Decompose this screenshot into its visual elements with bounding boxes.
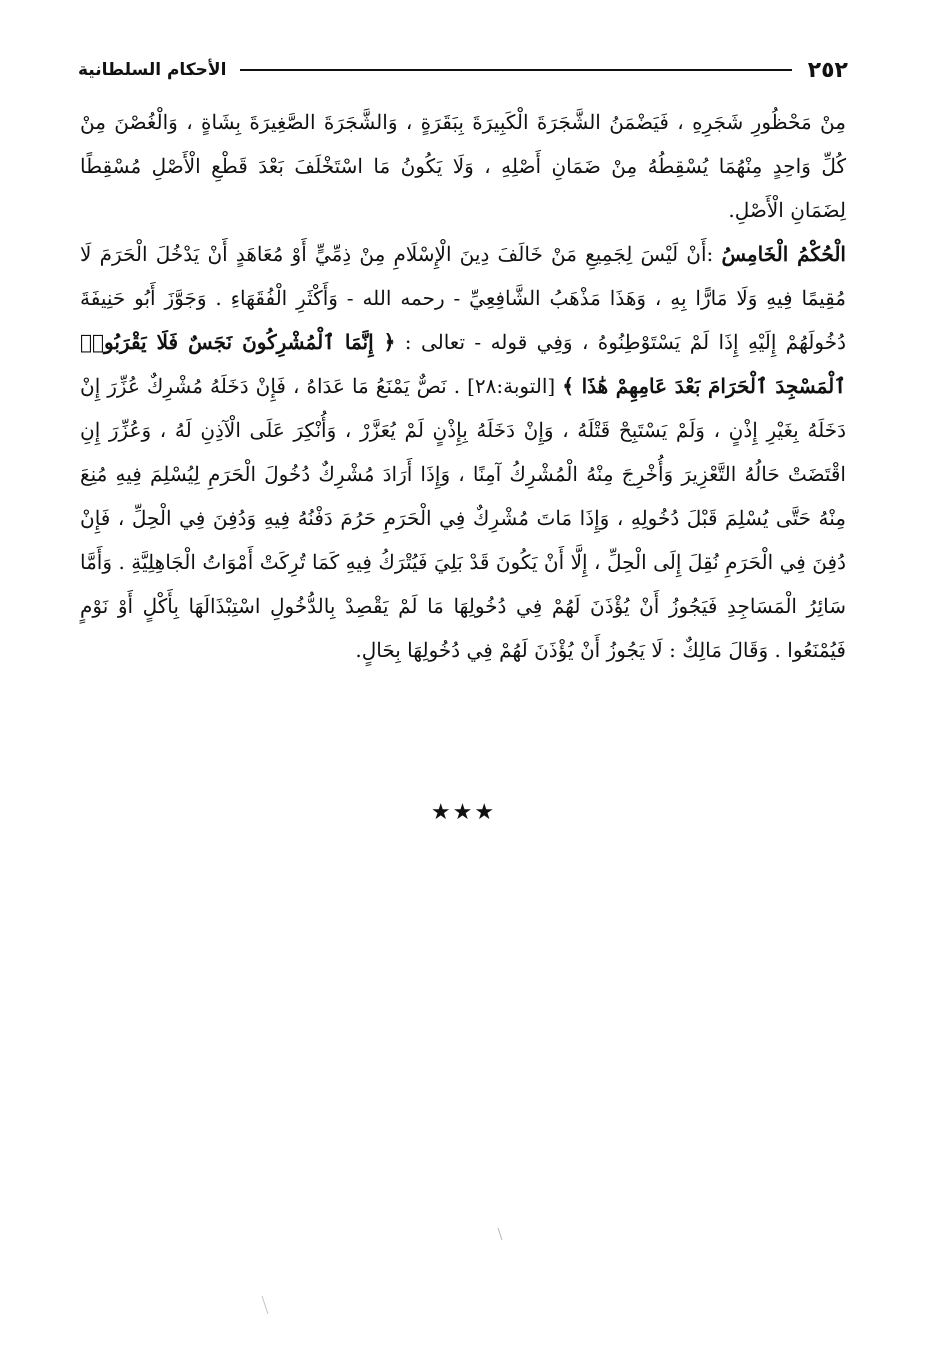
quran-verse: ﴿ إِنَّمَا ٱلْمُشْرِكُونَ نَجَسٌ فَلَا يَقْرَبُوا۟ ٱلْمَسْجِدَ ٱلْحَرَامَ بَعْدَ عَامِهِمْ هَٰذَا ﴾ — [80, 330, 846, 398]
section-separator: ★★★ — [430, 800, 497, 825]
page-number: ٢٥٢ — [807, 57, 848, 83]
section-heading: الْحُكْمُ الْخَامِسُ — [721, 242, 846, 266]
page-header — [78, 52, 848, 88]
paragraph-1: مِنْ مَحْظُورِ شَجَرِهِ ، فَيَضْمَنُ الشَّجَرَةَ الْكَبِيرَةَ بِبَقَرَةٍ ، وَالشَّجَرَةَ الصَّغِيرَةَ بِشَاةٍ ، وَالْغُصْنَ مِنْ كُلِّ وَاحِدٍ مِنْهُمَا يُسْقِطُهُ مِنْ ضَمَانِ أَصْلِهِ ، وَلَا يَكُونُ مَا اسْتَخْلَفَ بَعْدَ قَطْعِ الْأَصْلِ مُسْقِطًا لِضَمَانِ الْأَصْلِ. — [80, 110, 846, 222]
header-rule — [240, 69, 791, 71]
scan-mark — [498, 1228, 502, 1240]
body-text — [80, 100, 846, 672]
paragraph-2 — [80, 232, 846, 672]
scan-mark — [262, 1296, 268, 1314]
paragraph-2-intro: :أَنْ لَيْسَ لِجَمِيعِ مَنْ خَالَفَ دِينَ الْإِسْلَامِ مِنْ ذِمِّيٍّ أَوْ مُعَاهَدٍ أَنْ يَدْخُلَ الْحَرَمَ لَا مُقِيمًا فِيهِ وَلَا مَارًّا بِهِ ، وَهَذَا مَذْهَبُ الشَّافِعِيِّ - رحمه الله - وَأَكْثَرِ الْفُقَهَاءِ . وَجَوَّزَ أَبُو حَنِيفَةَ دُخُولَهُمْ إِلَيْهِ إِذَا لَمْ يَسْتَوْطِنُوهُ ، وَفِي قوله - تعالى : — [80, 242, 846, 354]
running-title: الأحكام السلطانية — [78, 60, 227, 80]
paragraph-2-continuation: [التوبة:٢٨] . نَصٌّ يَمْنَعُ مَا عَدَاهُ ، فَإِنْ دَخَلَهُ مُشْرِكٌ عُزِّرَ إِنْ دَخَلَهُ بِغَيْرِ إِذْنٍ ، وَلَمْ يَسْتَبِحْ قَتْلَهُ ، وَإِنْ دَخَلَهُ بِإِذْنٍ لَمْ يُعَزَّرْ ، وَأُنْكِرَ عَلَى الْآذِنِ لَهُ ، وَعُزِّرَ إِنِ اقْتَضَتْ حَالُهُ التَّعْزِيرَ وَأُخْرِجَ مِنْهُ الْمُشْرِكُ آمِنًا ، وَإِذَا أَرَادَ مُشْرِكٌ دُخُولَ الْحَرَمِ لِيُسْلِمَ فِيهِ مُنِعَ مِنْهُ حَتَّى يُسْلِمَ قَبْلَ دُخُولِهِ ، وَإِذَا مَاتَ مُشْرِكٌ فِي الْحَرَمِ حَرُمَ دَفْنُهُ فِيهِ وَدُفِنَ فِي الْحِلِّ ، فَإِنْ دُفِنَ فِي الْحَرَمِ نُقِلَ إِلَى الْحِلِّ ، إِلَّا أَنْ يَكُونَ قَدْ بَلِيَ فَيُتْرَكُ فِيهِ كَمَا تُرِكَتْ أَمْوَاتُ الْجَاهِلِيَّةِ . وَأَمَّا سَائِرُ الْمَسَاجِدِ فَيَجُوزُ أَنْ يُؤْذَنَ لَهُمْ فِي دُخُولِهَا مَا لَمْ يَقْصِدْ بِالدُّخُولِ اسْتِبْذَالَهَا بِأَكْلٍ أَوْ نَوْمٍ فَيُمْنَعُوا . وَقَالَ مَالِكٌ : لَا يَجُوزُ أَنْ يُؤْذَنَ لَهُمْ فِي دُخُولِهَا بِحَالٍ. — [80, 374, 846, 662]
